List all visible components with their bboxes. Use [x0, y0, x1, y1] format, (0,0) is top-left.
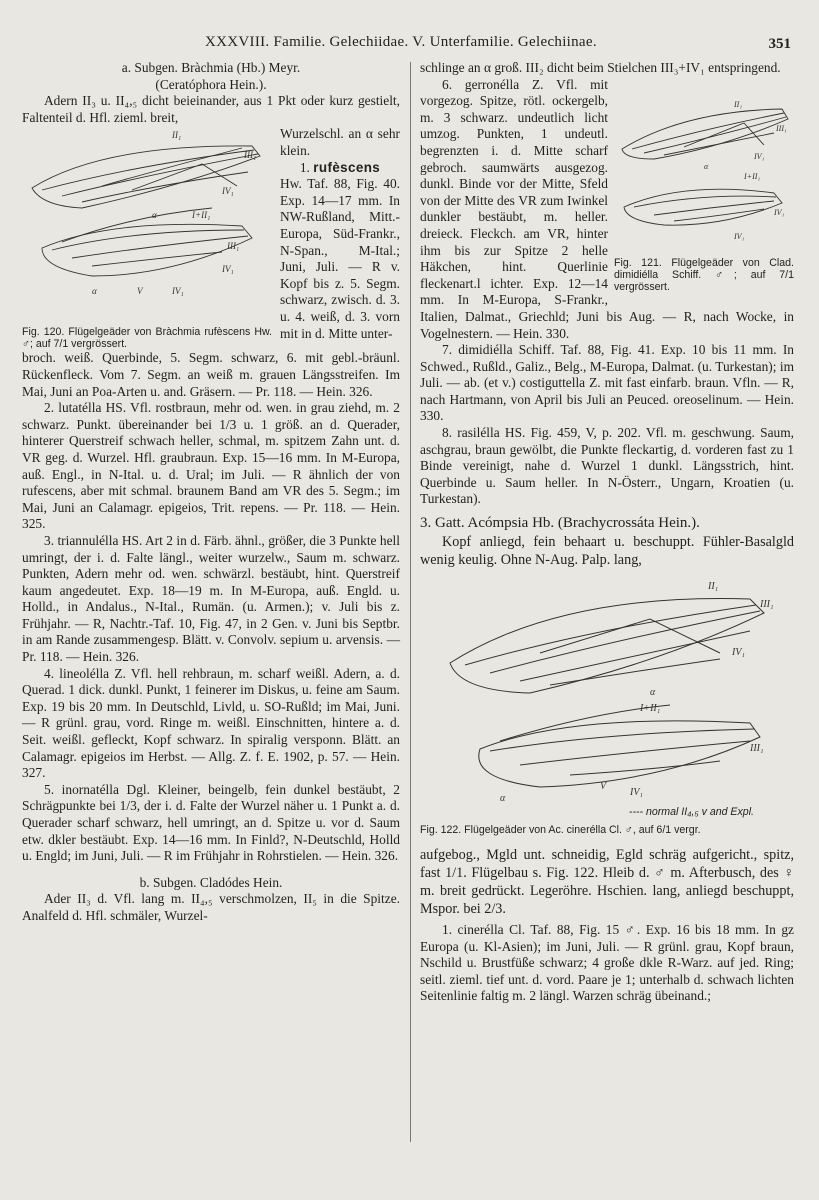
species-2-entry: 2. lutatélla HS. Vfl. rostbraun, mehr od. wen. in grau ziehd, m. 2 schwarz. Punkt. übereinander bei 1/3 u. 1 größ. an d. Querader, hinterer Querstreif schwach heller, schmal, m. spitzem Zahn unt. d. VR geg. d. Wurzel. Hfl. graubraun. Exp. 15—16 mm. In M-Europa, auß. Engl., in N-Ital. u. d. Ural; im Juli. — R ähnlich der von rufescens, aber mit schmal. braunem Band am VR des 5. Segm.; im Mai, Juni an Calamagr. epigeios, Trit. repens. — Pr. 118. — Hein. 325. — [22, 400, 400, 532]
species-4-entry: 4. lineolélla Z. Vfl. hell rehbraun, m. scharf weißl. Adern, a. d. Querad. 1 dick. dunkl. Punkt, 1 feinerer im Diskus, u. feine am Saum. Exp. 19 bis 20 mm. In Deutschld, Livld, u. SO-Rußld; im Mai, Juni. — R grünl. grau, vord. Ringe m. weißl. Einschnitten, hintere a. d. Seit. weißl. gefleckt, Kopf schwarz. In spiralig versponn. Blätt. an Calamagr. epigeios im Herbst. — Allg. Z. f. E. 1902, p. 57. — Hein. 327. — [22, 665, 400, 781]
svg-text:IV₁: IV₁ — [172, 286, 184, 297]
svg-text:α: α — [92, 286, 97, 297]
fig122-caption: Fig. 122. Flügelgeäder von Ac. cinerélla Cl. ♂, auf 6/1 vergr. — [420, 824, 701, 837]
subgen-b-heading: b. Subgen. Cladódes Hein. — [139, 874, 283, 890]
svg-text:III₁: III₁ — [227, 241, 240, 252]
svg-text:I+II₁: I+II₁ — [744, 171, 761, 181]
fig120-caption: Fig. 120. Flügelgeäder von Bràchmia rufèscens Hw. ♂; auf 7/1 vergrössert. — [22, 326, 272, 351]
running-header — [0, 30, 819, 56]
fig120-block — [22, 126, 400, 350]
fig121-block — [420, 77, 794, 343]
figure-122 — [420, 573, 794, 836]
column-divider — [410, 62, 411, 1142]
svg-text:V: V — [600, 781, 607, 793]
header-title: XXXVIII. Familie. Gelechiidae. V. Unterfamilie. Gelechiinae. — [205, 34, 597, 50]
svg-text:IV₁: IV₁ — [222, 186, 234, 197]
wing-venation-drawing-121 — [614, 97, 794, 257]
species-6-entry: 6. gerronélla Z. Vfl. mit vorgezog. Spitze, rötl. ockergelb, m. 3 schwarz. undeutlich licht umzog. Punkten, 1 undeutl. begrenzten i. d. Mitte scharf gebroch. saumwärts ausgezog. dunkl. Binde vor der Mitte, Sfeld von der Mitte des VR zum Iwinkel dunkler bestäubt, m. heller. dreieck. Fleckch. am VR, hinter ihm bis zur Spitze 2 helle Häkchen, hint. Querlinie fleckenart.l ichter. Exp. 12—14 mm. In M-Europa, S-Frankr., Italien, Dalmat., Griechld; Juni bis Aug. — R, nach Wocke, in Vogelnestern. — Hein. 330. — [420, 76, 794, 341]
genus-heading: 3. Gatt. Acómpsia Hb. (Brachycrossáta Hein.). — [420, 515, 700, 532]
figure-121 — [614, 97, 794, 293]
fig122-legend: ---- normal II₄,₅ v and Expl. — [628, 806, 754, 819]
svg-text:III₁: III₁ — [750, 743, 764, 755]
fig121-caption: Fig. 121. Flügelgeäder von Clad. dimidiélla Schiff. ♂; auf 7/1 vergrössert. — [614, 256, 794, 293]
svg-text:V: V — [137, 286, 143, 297]
right-column — [420, 60, 794, 1005]
svg-text:II₁: II₁ — [172, 130, 182, 141]
species-7-entry: 7. dimidiélla Schiff. Taf. 88, Fig. 41. Exp. 10 bis 11 mm. In Schwed., Rußld., Galiz., Belg., M-Europa, Dalmat. (u. Turkestan); im Juli. — ab. (et v.) costiguttella Z. mit fast einfarb. braun. Vfln. — R, nach Hartmann, von April bis Juli an Peuced. oreoselinum. — Hein. 330. — [420, 342, 794, 424]
subgen-a-heading: a. Subgen. Bràchmia (Hb.) Meyr. — [121, 60, 301, 75]
svg-text:IV₁: IV₁ — [222, 264, 234, 275]
species-5-entry: 5. inornatélla Dgl. Kleiner, beingelb, fein dunkel bestäubt, 2 Schrägpunkte bei 1/3, der i. d. Falte der Wurzel näher u. 1 Punkt a. d. Querader scharf schwarz, hell umringt, an d. Spitze u. vor d. Saum etw. dkler bestäubt. Exp. 14—16 mm. In Finld?, N-Deutschld, Holld u. Engld; im Juni, Juli. — R im Frühjahr in Rohrstielen. — Hein. 326. — [22, 781, 400, 864]
species-3-entry: 3. triannulélla HS. Art 2 in d. Färb. ähnl., größer, die 3 Punkte hell umringt, der i. d. Falte längl., weiter wurzelw., Saum m. schwarz. Punkten, Adern mehr od. wen. schwärzl. bestäubt, hint. Querstreif kaum angedeutet. Exp. 18—19 m. In M-Europa, auß. Engld. u. Holld., in Andalus., N-Ital., Rumän. (u. Armen.); v. Juli bis z. Frühjahr. — R, Nachtr.-Taf. 10, Fig. 47, in 2 Gen. v. Juni bis Septbr. in am Rande zusammengesp. Blätt. v. Convolv. sepium u. arvensis. — Pr. 118. — Hein. 326. — [22, 532, 400, 665]
svg-text:II₁: II₁ — [708, 581, 719, 593]
subgen-a-intro-cont: Wurzelschl. an α sehr klein. — [280, 126, 400, 158]
svg-text:III₁: III₁ — [776, 123, 787, 133]
subgen-b-intro: Ader II₃ d. Vfl. lang m. II₄,₅ verschmolzen, II₅ in die Spitze. Analfeld d. Hfl. schmäler, Wurzel- — [22, 891, 400, 923]
subgen-a-intro: Adern II₃ u. II₄,₅ dicht beieinander, aus 1 Pkt oder kurz gestielt, Faltenteil d. Hfl. zieml. breit, — [22, 93, 400, 125]
species-8-entry: 8. rasilélla HS. Fig. 459, V, p. 202. Vfl. m. geschwung. Saum, aschgrau, braun gewölbt, die Punkte fleckartig, d. vorderen fast zu 1 Binde vereinigt, nahe d. Wurzel 1 dunkl. Längsstrich, hint. Querbinde u. Saum heller. In N-Österr., Ungarn, Kroatien (u. Turkestan). — [420, 425, 794, 507]
left-column — [22, 60, 400, 925]
svg-text:IV₁: IV₁ — [732, 647, 745, 659]
svg-text:α: α — [650, 687, 656, 699]
svg-text:IV₁: IV₁ — [734, 231, 745, 241]
svg-text:IV₁: IV₁ — [774, 207, 785, 217]
svg-text:III₁: III₁ — [760, 599, 774, 611]
svg-text:α: α — [500, 793, 506, 805]
svg-text:III₁: III₁ — [244, 150, 257, 161]
svg-text:I+II₁: I+II₁ — [192, 210, 211, 221]
wing-venation-drawing-122 — [420, 573, 794, 818]
page-number: 351 — [768, 36, 791, 52]
svg-text:I+II₁: I+II₁ — [640, 703, 661, 715]
svg-text:α: α — [704, 161, 709, 171]
genus-description: aufgebog., Mgld unt. schneidig, Egld schräg aufgericht., spitz, fast 1/1. Flügelbau s. Fig. 122. Hleib d. ♂ m. Afterbusch, des ♀ m. breit gedrückt. Legeröhre. Hschien. lang, anliegd beschuppt, Mspor. bei 2/3. — [420, 847, 794, 918]
genus-intro: Kopf anliegd, fein behaart u. beschuppt. Fühler-Basalgld wenig keulig. Ohne N-Aug. Palp. lang, — [420, 534, 794, 569]
subgen-a-synonym: (Ceratóphora Hein.). — [155, 76, 267, 92]
species-1-text-cont: broch. weiß. Querbinde, 5. Segm. schwarz, 6. mit gebl.-bräunl. Rückenfleck. Vom 7. Segm. an weiß m. grauen Längsstreifen. Im Mai, Juni an Poa-Arten u. and. Gräsern. — Pr. 118. — Hein. 326. — [22, 350, 400, 399]
subgen-b-intro-cont: schlinge an α groß. III₂ dicht beim Stielchen III₃+IV₁ entspringend. — [420, 60, 781, 75]
species-1-text: Hw. Taf. 88, Fig. 40. Exp. 14—17 mm. In NW-Rußland, Mitt.-Europa, Süd-Frankr., N-Span., M-Ital.; Juni, Juli. — R v. Kopf bis z. 5. Segm. schwarz, zwisch. d. 3. u. 4. weiß, d. 3. vorn mit in d. Mitte unter- — [280, 176, 400, 341]
svg-text:IV₁: IV₁ — [754, 151, 765, 161]
svg-text:II₁: II₁ — [734, 99, 743, 109]
species-1-number: 1. — [299, 159, 310, 175]
figure-120 — [22, 126, 272, 350]
wing-venation-drawing-120 — [22, 126, 272, 326]
svg-text:IV₁: IV₁ — [630, 787, 643, 799]
species-1-name: rufèscens — [313, 159, 381, 175]
svg-text:α: α — [152, 210, 157, 221]
acompsia-species-1-entry: 1. cinerélla Cl. Taf. 88, Fig. 15 ♂. Exp. 16 bis 18 mm. In gz Europa (u. Kl-Asien); im Juni, Juli. — R grünl. grau, Kopf braun, Nschild u. Brustfüße schwarz; 4 große dkle R-Warz. auf jed. Ring; seitl. zieml. tief unt. d. vord. Paare je 1; unterhalb d. schwach lichten Seitenlinie faltig m. 2 längl. Warzen schräg übeinand.; — [420, 922, 794, 1004]
